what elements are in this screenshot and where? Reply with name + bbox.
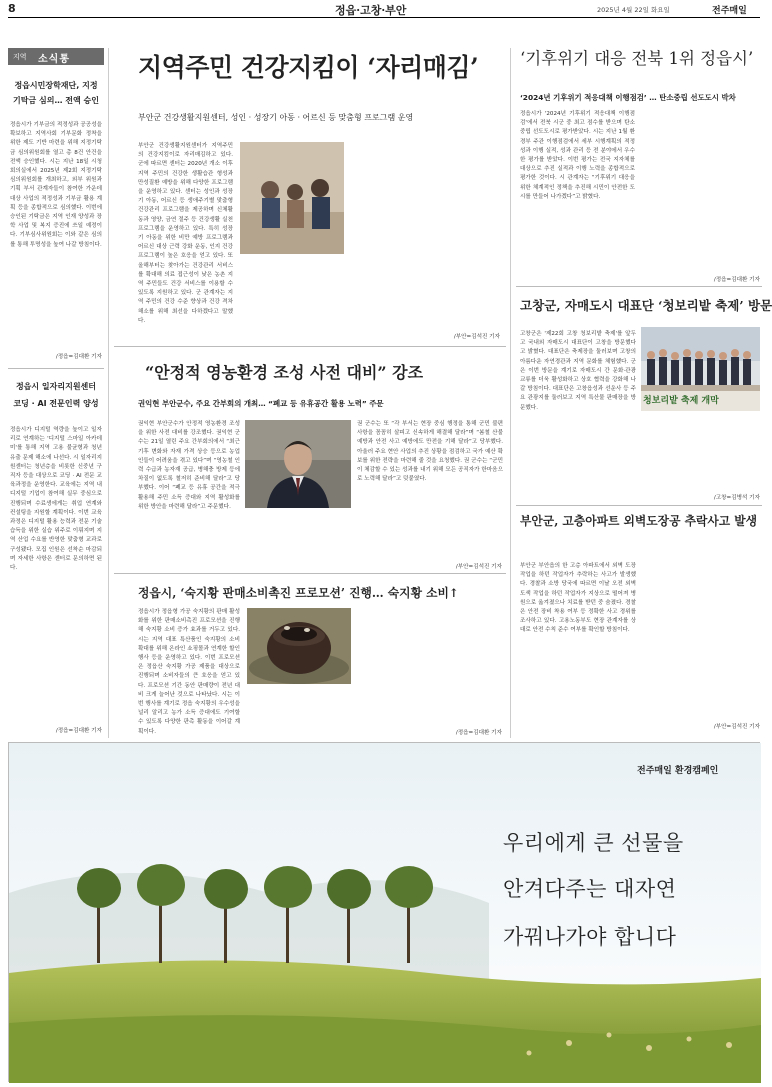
campaign-ad	[8, 742, 760, 1082]
section-title: 정읍·고창·부안	[335, 4, 407, 17]
article3-body: 정읍시가 정읍형 가공 숙지황의 판매 활성화를 위한 판매소비촉진 프로모션을 진행해 숙지황 소비 증가 효과를 거두고 있다. 시는 지역 대표 특산품인 숙지황의 소비 확대를 위해 온라인 쇼핑몰과 연계한 할인 행사 등을 운영하고 있다. 이번 프로모션은 정읍산 숙지황 가공 제품을 대상으로 진행되며 소비자들의 큰 호응을 얻고 있다. 프로모션 기간 동안 판매량이 전년 대비 크게 늘어난 것으로 나타났다. 시는 이번 행사를 계기로 정읍 숙지황의 우수성을 널리 알리고 농가 소득 증대에도 기여할 수 있도록 다양한 판촉 활동을 이어갈 계획이다.	[138, 609, 240, 735]
article5-divider	[516, 505, 762, 506]
article2-photo-caption	[245, 510, 351, 560]
article6-sig: /부안=김석진 기자	[713, 724, 760, 730]
article5-sig: /고창=김병석 기자	[713, 495, 760, 501]
campaign-line1: 우리에게 큰 선물을	[503, 831, 684, 855]
sidebar	[8, 48, 104, 738]
article2-headline: “안정적 영농환경 조성 사전 대비” 강조	[145, 363, 424, 382]
sidebar-item2-title-line2: 코딩 · AI 전문인력 양성	[13, 399, 99, 408]
sidebar-item1-body: 정읍시가 기부금의 적정성과 공공성을 확보하고 지역사회 기부문화 정착을 위한 제도 기반 마련을 위해 지정기탁금 심의위원회를 열고 총 8건 안건을 전액 승인했다. 시는 지난 18일 시청 회의실에서 2025년 제2회 지정기탁심의위원회를 개최하고, 외부 위원과 기획 부서 관계자들이 참여한 가운데 대상 사업의 적정성과 기부금 활용 계획 등을 종합적으로 심의했다. 이번에 승인된 기탁금은 지역 인재 양성과 장학 사업 및 복지 증진에 쓰일 예정이다. 기부심사위원회는 이와 같은 심의를 통해 투명성을 높여 나갈 방침이다.	[10, 122, 102, 248]
sidebar-label	[8, 48, 104, 65]
article4-body-col2	[640, 110, 760, 272]
article2-body-right: 권 군수는 또 “각 부서는 현장 중심 행정을 통해 군민 불편 사항을 꼼꼼히 살피고 신속하게 해결해 달라”며 “봄철 산불 예방과 안전 사고 예방에도 만전을 기해 달라”고 당부했다. 아울러 주요 현안 사업의 추진 상황을 점검하고 국가 예산 확보를 위한 전략을 마련해 줄 것을 요청했다. 권 군수는 “군민이 체감할 수 있는 성과를 내기 위해 모든 공직자가 한마음으로 노력해 달라”고 덧붙였다.	[357, 421, 503, 483]
article2-body-left: 권익현 부안군수가 안정적 영농환경 조성을 위한 사전 대비를 강조했다. 권익현 군수는 21일 열린 주요 간부회의에서 “최근 기후 변화와 자재 가격 상승 등으로 농업인들이 어려움을 겪고 있다”며 “영농철 인력 수급과 농자재 공급, 병해충 방제 등에 차질이 없도록 철저히 준비해 달라”고 당부했다. 이어 “폐교 등 유휴 공간을 적극 활용해 주민 소득 증대와 지역 활성화를 위한 방안을 마련해 달라”고 주문했다.	[138, 421, 240, 510]
article6-headline: 부안군, 고층아파트 외벽도장공 추락사고 발생	[520, 514, 758, 528]
sidebar-item1-title-line2: 기탁금 심의… 전액 승인	[13, 96, 99, 105]
article3-photo-image	[247, 608, 351, 684]
article4-sig: /정읍=김대환 기자	[713, 277, 760, 283]
sidebar-item1-title	[8, 78, 104, 108]
header-rule	[8, 17, 760, 18]
article4-subhead: ‘2024년 기후위기 적응대책 이행점검’ … 탄소중립 선도도시 박차	[520, 93, 736, 102]
sidebar-item1-title-line1: 정읍시민장학재단, 지정	[14, 81, 98, 90]
page-number: 8	[8, 2, 16, 15]
article6-body-col2	[641, 562, 760, 720]
sidebar-item1-sig: /정읍=김대환 기자	[55, 354, 102, 360]
sidebar-tag: 지역	[13, 53, 27, 61]
article3-photo	[247, 608, 351, 684]
article3-body-col3	[357, 608, 503, 732]
article5-photo-banner: 청보리밭 축제 개막	[643, 396, 719, 406]
issue-date: 2025년 4월 22일 화요일	[597, 6, 670, 14]
article1-body-col3	[349, 142, 499, 338]
article1-subhead: 부안군 건강생활지원센터, 성인 · 성장기 아동 · 어르신 등 맞춤형 프로그램 운영	[138, 113, 414, 122]
article4-body: 정읍시가 '2024년 기후위기 적응대책 이행점검'에서 전북 시군 중 최고 점수를 받으며 탄소중립 선도도시로 평가받았다. 시는 지난 1월 환경부 주관 이행점검에서 세부 시행계획의 적정성과 이행 실적, 성과 관리 등 전 분야에서 우수한 평가를 받았다. 이번 평가는 전국 지자체를 대상으로 추진 실적과 이행 노력을 종합적으로 평가한 것이다. 시 관계자는 “기후위기 대응을 위한 체계적인 정책을 추진해 시민이 안전한 도시를 만들어 나가겠다”고 밝혔다.	[520, 111, 635, 200]
article5-body: 고창군은 '제22회 고창 청보리밭 축제'를 앞두고 국내외 자매도시 대표단이 고창을 방문했다고 밝혔다. 대표단은 축제장을 둘러보며 고창의 아름다운 자연경관과 지역 문화를 체험했다. 군은 이번 방문을 계기로 자매도시 간 문화·관광 교류를 더욱 활성화하고 상호 협력을 강화해 나갈 방침이다. 대표단은 고창읍성과 선운사 등 주요 관광지를 둘러보고 지역 특산물 판매장을 방문했다.	[520, 331, 636, 411]
article1-photo	[240, 142, 344, 254]
sidebar-column-rule	[108, 48, 109, 738]
article4-headline: ‘기후위기 대응 전북 1위 정읍시’	[520, 49, 754, 68]
article2-sig: /부안=김석진 기자	[455, 564, 502, 570]
article3-headline: 정읍시, ‘숙지황 판매소비촉진 프로모션’ 진행… 숙지황 소비↑	[138, 586, 459, 600]
campaign-label: 전주매일 환경캠페인	[637, 766, 719, 776]
article3-sig: /정읍=김대환 기자	[455, 730, 502, 736]
sidebar-divider	[8, 368, 104, 369]
article5-body-col2	[641, 414, 760, 490]
campaign-landscape-image	[9, 743, 761, 1083]
article5-headline: 고창군, 자매도시 대표단 ‘청보리밭 축제’ 방문	[520, 298, 772, 313]
sidebar-item2-sig: /정읍=김대환 기자	[55, 728, 102, 734]
sidebar-item2-title-line1: 정읍시 일자리지원센터	[15, 382, 97, 391]
sidebar-title: 소식통	[38, 54, 70, 65]
article4-divider	[516, 286, 762, 287]
article3-body-cont	[247, 686, 351, 732]
center-column-rule	[510, 48, 511, 738]
article2-photo-image	[245, 420, 351, 508]
article1-headline: 지역주민 건강지킴이 ‘자리매김’	[138, 53, 479, 82]
article5-photo	[641, 327, 760, 411]
sidebar-item2-title	[8, 378, 104, 412]
article2-subhead: 권익현 부안군수, 주요 간부회의 개최… “폐교 등 유휴공간 활용 노력” 주문	[138, 399, 384, 408]
article1-divider	[114, 346, 506, 347]
article1-body: 부안군 건강생활지원센터가 지역주민의 건강지킴이로 자리매김하고 있다. 군에 따르면 센터는 2020년 개소 이후 지역 주민의 건강한 생활습관 형성과 만성질환 예방을 위해 다양한 프로그램을 운영하고 있다. 센터는 성인과 성장기 아동, 어르신 등 생애주기별 맞춤형 건강관리 프로그램을 제공하며 신체활동과 영양, 금연 절주 등 건강생활 실천 프로그램을 운영하고 있다. 특히 성장기 아동을 위한 비만 예방 프로그램과 어르신 대상 근력 강화 운동, 인지 건강 프로그램이 높은 호응을 얻고 있다. 또 올해부터는 찾아가는 건강관리 서비스를 확대해 의료 접근성이 낮은 농촌 지역 주민들도 건강 서비스를 이용할 수 있도록 지원하고 있다. 군 관계자는 지역 주민의 건강 수준 향상과 건강 격차 해소를 위해 최선을 다하겠다고 말했다.	[138, 143, 233, 324]
article1-photo-image	[240, 142, 344, 254]
sidebar-item2-body: 정읍시가 디지털 역량을 높이고 일자리로 연계하는 '디지털 스마일 아카데미'를 통해 지역 고용 불균형과 청년 유출 문제 해소에 나선다. 시 일자리지원센터는 청년층을 비롯한 신중년 구직자 등을 대상으로 코딩 · AI 전문 교육과정을 운영한다. 교육에는 지역 내 디지털 기업이 참여해 실무 중심으로 진행되며 수료생에게는 취업 연계와 컨설팅을 지원할 계획이다. 이번 교육과정은 디지털 활용 능력과 전문 기술 습득을 위한 실습 위주로 이뤄지며 지역 산업 수요를 반영한 맞춤형 교과로 구성됐다. 모집 인원은 선착순 마감되며 자세한 사항은 센터로 문의하면 된다.	[10, 427, 102, 572]
header	[0, 0, 768, 18]
campaign-line3: 가꿔나가야 합니다	[503, 925, 677, 949]
article1-sig: /부안=김석진 기자	[453, 334, 500, 340]
article6-body: 부안군 부안읍의 한 고층 아파트에서 외벽 도장 작업을 하던 작업자가 추락하는 사고가 발생했다. 경찰과 소방 당국에 따르면 이날 오전 외벽 도색 작업을 하던 작업자가 지상으로 떨어져 병원으로 옮겨졌으나 치료를 받던 중 숨졌다. 경찰은 안전 장비 착용 여부 등 정확한 사고 경위를 조사하고 있다. 고용노동부도 현장 관계자를 상대로 안전 수칙 준수 여부를 확인할 방침이다.	[520, 563, 636, 634]
campaign-line2: 안겨다주는 대자연	[503, 877, 677, 901]
article2-photo	[245, 420, 351, 508]
paper-name: 전주매일	[712, 6, 747, 16]
article2-divider	[114, 573, 506, 574]
